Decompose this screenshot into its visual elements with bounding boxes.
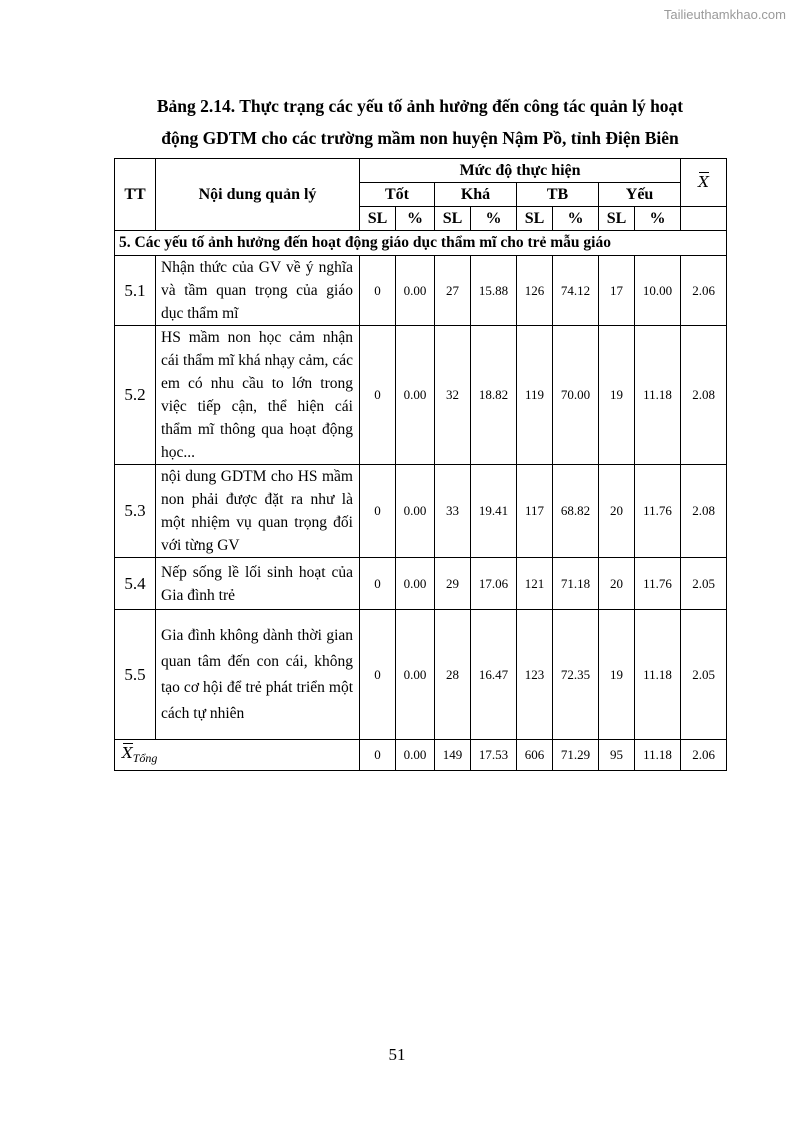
table-row <box>115 558 727 610</box>
cell-value: 70.00 <box>553 326 599 465</box>
cell-value: 0 <box>360 558 396 610</box>
cell-value: 72.35 <box>553 610 599 740</box>
header-group-tb: TB <box>517 183 599 207</box>
cell-value: 0.00 <box>396 740 435 771</box>
cell-value: 19 <box>599 326 635 465</box>
header-pct: % <box>553 207 599 231</box>
cell-value: 126 <box>517 256 553 326</box>
survey-table <box>114 158 727 771</box>
table-row <box>115 610 727 740</box>
total-row <box>115 740 727 771</box>
header-level: Mức độ thực hiện <box>360 159 681 183</box>
cell-value: 0 <box>360 326 396 465</box>
cell-value: 0.00 <box>396 465 435 558</box>
header-pct: % <box>396 207 435 231</box>
row-content: Nếp sống lề lối sinh hoạt của Gia đình trẻ <box>156 558 360 610</box>
cell-value: 606 <box>517 740 553 771</box>
cell-value: 0 <box>360 740 396 771</box>
cell-value: 2.06 <box>681 740 727 771</box>
row-tt: 5.5 <box>115 610 156 740</box>
cell-value: 11.18 <box>635 326 681 465</box>
row-tt: 5.2 <box>115 326 156 465</box>
cell-value: 0 <box>360 610 396 740</box>
cell-value: 119 <box>517 326 553 465</box>
section-title: 5. Các yếu tố ảnh hưởng đến hoạt động giáo dục thẩm mĩ cho trẻ mẫu giáo <box>115 231 727 256</box>
header-pct: % <box>635 207 681 231</box>
cell-value: 33 <box>435 465 471 558</box>
cell-value: 11.76 <box>635 558 681 610</box>
row-tt: 5.4 <box>115 558 156 610</box>
cell-value: 11.18 <box>635 740 681 771</box>
table-row <box>115 256 727 326</box>
cell-value: 123 <box>517 610 553 740</box>
table-caption-line1: Bảng 2.14. Thực trạng các yếu tố ảnh hưởng đến công tác quản lý hoạt <box>156 96 684 116</box>
cell-value: 71.29 <box>553 740 599 771</box>
cell-value: 15.88 <box>471 256 517 326</box>
header-group-tot: Tốt <box>360 183 435 207</box>
cell-value: 0.00 <box>396 256 435 326</box>
cell-value: 17.53 <box>471 740 517 771</box>
cell-value: 16.47 <box>471 610 517 740</box>
cell-value: 11.18 <box>635 610 681 740</box>
header-sl: SL <box>435 207 471 231</box>
header-group-yeu: Yếu <box>599 183 681 207</box>
row-tt: 5.1 <box>115 256 156 326</box>
cell-value: 0.00 <box>396 326 435 465</box>
mean-symbol: X <box>698 173 709 191</box>
page-number: 51 <box>388 1045 406 1064</box>
cell-value: 68.82 <box>553 465 599 558</box>
table-caption-line2: động GDTM cho các trường mầm non huyện Nậm Pồ, tỉnh Điện Biên <box>161 128 679 148</box>
cell-value: 28 <box>435 610 471 740</box>
cell-value: 0.00 <box>396 558 435 610</box>
cell-value: 2.06 <box>681 256 727 326</box>
cell-value: 29 <box>435 558 471 610</box>
cell-value: 0.00 <box>396 610 435 740</box>
watermark: Tailieuthamkhao.com <box>663 7 786 22</box>
total-label: $X_{Tổng}$ <box>115 740 360 771</box>
header-sl: SL <box>517 207 553 231</box>
header-row-1 <box>115 159 727 183</box>
cell-value: 71.18 <box>553 558 599 610</box>
table-row <box>115 465 727 558</box>
cell-value: 20 <box>599 558 635 610</box>
cell-value: 2.05 <box>681 558 727 610</box>
cell-value: 2.08 <box>681 465 727 558</box>
cell-value: 95 <box>599 740 635 771</box>
cell-value: 32 <box>435 326 471 465</box>
cell-value: 19.41 <box>471 465 517 558</box>
cell-value: 27 <box>435 256 471 326</box>
cell-value: 10.00 <box>635 256 681 326</box>
header-content: Nội dung quản lý <box>156 159 360 231</box>
header-sl: SL <box>599 207 635 231</box>
header-sl: SL <box>360 207 396 231</box>
cell-value: 121 <box>517 558 553 610</box>
header-tt: TT <box>115 159 156 231</box>
cell-value: 20 <box>599 465 635 558</box>
cell-value: 74.12 <box>553 256 599 326</box>
cell-value: 11.76 <box>635 465 681 558</box>
row-content: Gia đình không dành thời gian quan tâm đến con cái, không tạo cơ hội để trẻ phát triển một cách tự nhiên <box>156 610 360 740</box>
cell-value: 18.82 <box>471 326 517 465</box>
cell-value: 17 <box>599 256 635 326</box>
cell-value: 0 <box>360 256 396 326</box>
cell-value: 19 <box>599 610 635 740</box>
cell-value: 2.08 <box>681 326 727 465</box>
cell-value: 2.05 <box>681 610 727 740</box>
header-pct: % <box>471 207 517 231</box>
row-tt: 5.3 <box>115 465 156 558</box>
header-group-kha: Khá <box>435 183 517 207</box>
header-mean-blank <box>681 207 727 231</box>
table-row <box>115 326 727 465</box>
header-mean <box>681 159 727 207</box>
cell-value: 149 <box>435 740 471 771</box>
cell-value: 0 <box>360 465 396 558</box>
row-content: HS mầm non học cảm nhận cái thẩm mĩ khá nhạy cảm, các em có nhu cầu to lớn trong việc tiếp cận, thể hiện cái thẩm mĩ thông qua hoạt động học... <box>156 326 360 465</box>
cell-value: 17.06 <box>471 558 517 610</box>
row-content: Nhận thức của GV về ý nghĩa và tầm quan trọng của giáo dục thẩm mĩ <box>156 256 360 326</box>
row-content: nội dung GDTM cho HS mầm non phải được đặt ra như là một nhiệm vụ quan trọng đối với từng GV <box>156 465 360 558</box>
section-row <box>115 231 727 256</box>
cell-value: 117 <box>517 465 553 558</box>
